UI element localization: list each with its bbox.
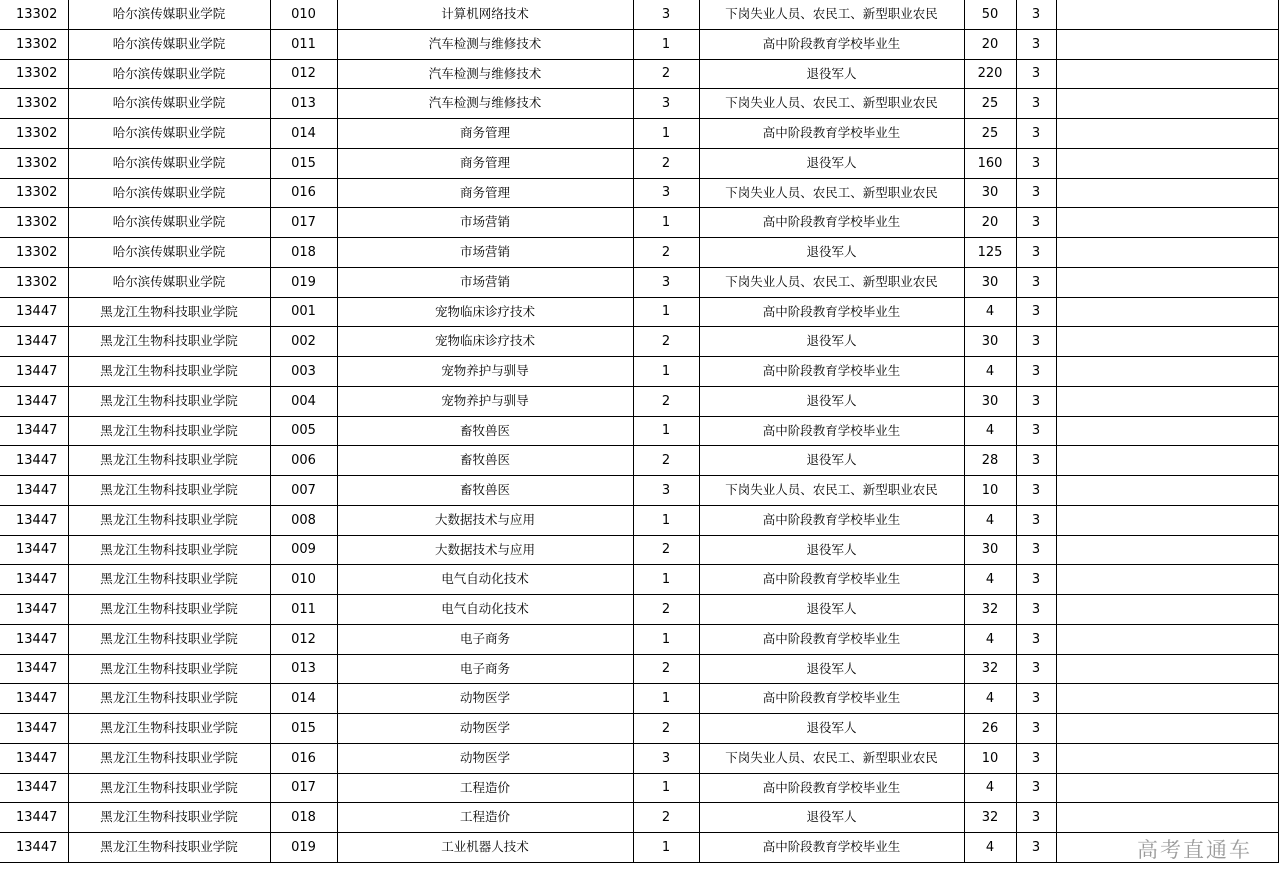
plan-count-cell: 4: [964, 833, 1016, 863]
school-name-cell: 哈尔滨传媒职业学院: [68, 208, 270, 238]
major-code-cell: 010: [270, 565, 337, 595]
enroll-target-cell: 下岗失业人员、农民工、新型职业农民: [699, 89, 964, 119]
duration-cell: 3: [1016, 416, 1056, 446]
duration-cell: 3: [1016, 89, 1056, 119]
category-cell: 1: [633, 119, 699, 149]
major-code-cell: 005: [270, 416, 337, 446]
major-name-cell: 工程造价: [337, 803, 633, 833]
school-code-cell: 13447: [0, 476, 68, 506]
plan-count-cell: 30: [964, 327, 1016, 357]
table-row: [0, 267, 1278, 297]
enroll-target-cell: 高中阶段教育学校毕业生: [699, 29, 964, 59]
enroll-target-cell: 下岗失业人员、农民工、新型职业农民: [699, 267, 964, 297]
major-code-cell: 008: [270, 505, 337, 535]
school-code-cell: 13447: [0, 297, 68, 327]
major-code-cell: 018: [270, 803, 337, 833]
category-cell: 2: [633, 148, 699, 178]
remarks-cell: [1056, 59, 1278, 89]
plan-count-cell: 30: [964, 386, 1016, 416]
table-row: [0, 238, 1278, 268]
table-row: [0, 535, 1278, 565]
major-name-cell: 电子商务: [337, 624, 633, 654]
major-code-cell: 003: [270, 357, 337, 387]
school-code-cell: 13302: [0, 178, 68, 208]
duration-cell: 3: [1016, 476, 1056, 506]
category-cell: 1: [633, 29, 699, 59]
school-name-cell: 黑龙江生物科技职业学院: [68, 327, 270, 357]
category-cell: 1: [633, 773, 699, 803]
school-code-cell: 13302: [0, 238, 68, 268]
remarks-cell: [1056, 684, 1278, 714]
duration-cell: 3: [1016, 654, 1056, 684]
duration-cell: 3: [1016, 59, 1056, 89]
major-code-cell: 017: [270, 773, 337, 803]
major-code-cell: 007: [270, 476, 337, 506]
enroll-target-cell: 下岗失业人员、农民工、新型职业农民: [699, 178, 964, 208]
major-name-cell: 工业机器人技术: [337, 833, 633, 863]
table-row: [0, 446, 1278, 476]
enroll-target-cell: 退役军人: [699, 327, 964, 357]
school-code-cell: 13447: [0, 327, 68, 357]
school-name-cell: 黑龙江生物科技职业学院: [68, 386, 270, 416]
major-name-cell: 大数据技术与应用: [337, 505, 633, 535]
duration-cell: 3: [1016, 773, 1056, 803]
school-code-cell: 13447: [0, 386, 68, 416]
table-row: [0, 714, 1278, 744]
enroll-target-cell: 退役军人: [699, 535, 964, 565]
major-name-cell: 动物医学: [337, 743, 633, 773]
category-cell: 2: [633, 59, 699, 89]
remarks-cell: [1056, 297, 1278, 327]
table-row: [0, 773, 1278, 803]
plan-count-cell: 4: [964, 416, 1016, 446]
duration-cell: 3: [1016, 743, 1056, 773]
major-name-cell: 汽车检测与维修技术: [337, 89, 633, 119]
duration-cell: 3: [1016, 446, 1056, 476]
plan-count-cell: 25: [964, 119, 1016, 149]
category-cell: 3: [633, 89, 699, 119]
major-name-cell: 计算机网络技术: [337, 0, 633, 29]
school-code-cell: 13302: [0, 0, 68, 29]
remarks-cell: [1056, 565, 1278, 595]
school-code-cell: 13447: [0, 743, 68, 773]
enroll-target-cell: 退役军人: [699, 595, 964, 625]
category-cell: 2: [633, 446, 699, 476]
table-row: [0, 803, 1278, 833]
enroll-target-cell: 高中阶段教育学校毕业生: [699, 624, 964, 654]
plan-count-cell: 10: [964, 743, 1016, 773]
major-name-cell: 宠物养护与驯导: [337, 357, 633, 387]
duration-cell: 3: [1016, 327, 1056, 357]
school-name-cell: 黑龙江生物科技职业学院: [68, 505, 270, 535]
duration-cell: 3: [1016, 297, 1056, 327]
duration-cell: 3: [1016, 178, 1056, 208]
plan-count-cell: 10: [964, 476, 1016, 506]
duration-cell: 3: [1016, 833, 1056, 863]
school-code-cell: 13447: [0, 446, 68, 476]
school-name-cell: 黑龙江生物科技职业学院: [68, 595, 270, 625]
major-name-cell: 商务管理: [337, 148, 633, 178]
school-name-cell: 哈尔滨传媒职业学院: [68, 89, 270, 119]
remarks-cell: [1056, 89, 1278, 119]
plan-count-cell: 32: [964, 803, 1016, 833]
major-code-cell: 013: [270, 89, 337, 119]
school-name-cell: 黑龙江生物科技职业学院: [68, 476, 270, 506]
major-code-cell: 002: [270, 327, 337, 357]
school-name-cell: 黑龙江生物科技职业学院: [68, 684, 270, 714]
remarks-cell: [1056, 803, 1278, 833]
duration-cell: 3: [1016, 505, 1056, 535]
plan-count-cell: 4: [964, 297, 1016, 327]
plan-count-cell: 4: [964, 684, 1016, 714]
category-cell: 2: [633, 803, 699, 833]
enroll-target-cell: 下岗失业人员、农民工、新型职业农民: [699, 0, 964, 29]
duration-cell: 3: [1016, 386, 1056, 416]
major-code-cell: 011: [270, 29, 337, 59]
table-row: [0, 208, 1278, 238]
plan-count-cell: 125: [964, 238, 1016, 268]
school-name-cell: 哈尔滨传媒职业学院: [68, 119, 270, 149]
school-code-cell: 13302: [0, 29, 68, 59]
school-name-cell: 黑龙江生物科技职业学院: [68, 624, 270, 654]
table-row: [0, 624, 1278, 654]
school-name-cell: 哈尔滨传媒职业学院: [68, 238, 270, 268]
remarks-cell: [1056, 714, 1278, 744]
school-name-cell: 黑龙江生物科技职业学院: [68, 446, 270, 476]
duration-cell: 3: [1016, 267, 1056, 297]
duration-cell: 3: [1016, 148, 1056, 178]
major-name-cell: 工程造价: [337, 773, 633, 803]
category-cell: 1: [633, 684, 699, 714]
school-code-cell: 13447: [0, 684, 68, 714]
plan-count-cell: 32: [964, 595, 1016, 625]
plan-count-cell: 25: [964, 89, 1016, 119]
remarks-cell: [1056, 773, 1278, 803]
duration-cell: 3: [1016, 565, 1056, 595]
table-row: [0, 743, 1278, 773]
plan-count-cell: 4: [964, 565, 1016, 595]
enroll-target-cell: 高中阶段教育学校毕业生: [699, 297, 964, 327]
major-code-cell: 017: [270, 208, 337, 238]
duration-cell: 3: [1016, 357, 1056, 387]
table-row: [0, 654, 1278, 684]
duration-cell: 3: [1016, 119, 1056, 149]
school-code-cell: 13447: [0, 803, 68, 833]
school-name-cell: 黑龙江生物科技职业学院: [68, 714, 270, 744]
plan-count-cell: 4: [964, 624, 1016, 654]
enroll-target-cell: 退役军人: [699, 654, 964, 684]
school-name-cell: 黑龙江生物科技职业学院: [68, 357, 270, 387]
major-code-cell: 014: [270, 684, 337, 714]
major-code-cell: 016: [270, 178, 337, 208]
major-code-cell: 019: [270, 267, 337, 297]
remarks-cell: [1056, 148, 1278, 178]
school-code-cell: 13302: [0, 208, 68, 238]
plan-count-cell: 30: [964, 178, 1016, 208]
enroll-target-cell: 高中阶段教育学校毕业生: [699, 773, 964, 803]
plan-count-cell: 32: [964, 654, 1016, 684]
school-code-cell: 13447: [0, 714, 68, 744]
remarks-cell: [1056, 119, 1278, 149]
plan-count-cell: 220: [964, 59, 1016, 89]
category-cell: 2: [633, 238, 699, 268]
major-code-cell: 016: [270, 743, 337, 773]
duration-cell: 3: [1016, 624, 1056, 654]
major-code-cell: 004: [270, 386, 337, 416]
remarks-cell: [1056, 595, 1278, 625]
category-cell: 1: [633, 565, 699, 595]
category-cell: 1: [633, 833, 699, 863]
enroll-target-cell: 退役军人: [699, 148, 964, 178]
major-name-cell: 商务管理: [337, 119, 633, 149]
major-name-cell: 市场营销: [337, 238, 633, 268]
category-cell: 3: [633, 178, 699, 208]
category-cell: 1: [633, 297, 699, 327]
enroll-target-cell: 高中阶段教育学校毕业生: [699, 357, 964, 387]
enroll-target-cell: 高中阶段教育学校毕业生: [699, 565, 964, 595]
table-row: [0, 416, 1278, 446]
school-name-cell: 哈尔滨传媒职业学院: [68, 0, 270, 29]
category-cell: 2: [633, 654, 699, 684]
major-code-cell: 012: [270, 624, 337, 654]
plan-count-cell: 160: [964, 148, 1016, 178]
major-code-cell: 006: [270, 446, 337, 476]
category-cell: 3: [633, 476, 699, 506]
table-row: [0, 89, 1278, 119]
plan-count-cell: 4: [964, 357, 1016, 387]
school-code-cell: 13447: [0, 416, 68, 446]
major-name-cell: 大数据技术与应用: [337, 535, 633, 565]
category-cell: 1: [633, 357, 699, 387]
duration-cell: 3: [1016, 238, 1056, 268]
enroll-target-cell: 退役军人: [699, 238, 964, 268]
remarks-cell: [1056, 624, 1278, 654]
table-row: [0, 595, 1278, 625]
category-cell: 2: [633, 535, 699, 565]
major-name-cell: 畜牧兽医: [337, 416, 633, 446]
remarks-cell: [1056, 357, 1278, 387]
school-code-cell: 13447: [0, 773, 68, 803]
enroll-target-cell: 退役军人: [699, 803, 964, 833]
remarks-cell: [1056, 505, 1278, 535]
category-cell: 1: [633, 208, 699, 238]
major-code-cell: 019: [270, 833, 337, 863]
school-name-cell: 哈尔滨传媒职业学院: [68, 148, 270, 178]
category-cell: 1: [633, 416, 699, 446]
plan-count-cell: 30: [964, 535, 1016, 565]
school-code-cell: 13447: [0, 654, 68, 684]
table-row: [0, 29, 1278, 59]
school-code-cell: 13447: [0, 535, 68, 565]
major-name-cell: 宠物养护与驯导: [337, 386, 633, 416]
school-code-cell: 13447: [0, 565, 68, 595]
enroll-target-cell: 下岗失业人员、农民工、新型职业农民: [699, 476, 964, 506]
duration-cell: 3: [1016, 595, 1056, 625]
enroll-target-cell: 退役军人: [699, 386, 964, 416]
remarks-cell: [1056, 654, 1278, 684]
school-code-cell: 13302: [0, 89, 68, 119]
remarks-cell: [1056, 535, 1278, 565]
duration-cell: 3: [1016, 29, 1056, 59]
plan-count-cell: 4: [964, 505, 1016, 535]
remarks-cell: [1056, 267, 1278, 297]
major-name-cell: 电气自动化技术: [337, 595, 633, 625]
table-row: [0, 505, 1278, 535]
school-name-cell: 黑龙江生物科技职业学院: [68, 416, 270, 446]
school-name-cell: 哈尔滨传媒职业学院: [68, 59, 270, 89]
duration-cell: 3: [1016, 684, 1056, 714]
major-code-cell: 015: [270, 148, 337, 178]
school-name-cell: 黑龙江生物科技职业学院: [68, 743, 270, 773]
major-name-cell: 畜牧兽医: [337, 476, 633, 506]
enroll-target-cell: 高中阶段教育学校毕业生: [699, 833, 964, 863]
remarks-cell: [1056, 327, 1278, 357]
enroll-target-cell: 退役军人: [699, 714, 964, 744]
school-name-cell: 哈尔滨传媒职业学院: [68, 29, 270, 59]
major-code-cell: 009: [270, 535, 337, 565]
duration-cell: 3: [1016, 714, 1056, 744]
school-code-cell: 13302: [0, 148, 68, 178]
major-code-cell: 010: [270, 0, 337, 29]
major-name-cell: 市场营销: [337, 208, 633, 238]
school-code-cell: 13302: [0, 59, 68, 89]
table-row: [0, 476, 1278, 506]
table-row: [0, 357, 1278, 387]
enroll-target-cell: 退役军人: [699, 59, 964, 89]
major-name-cell: 动物医学: [337, 684, 633, 714]
remarks-cell: [1056, 178, 1278, 208]
remarks-cell: [1056, 0, 1278, 29]
major-name-cell: 电子商务: [337, 654, 633, 684]
remarks-cell: [1056, 238, 1278, 268]
school-code-cell: 13447: [0, 357, 68, 387]
remarks-cell: [1056, 208, 1278, 238]
school-code-cell: 13447: [0, 833, 68, 863]
enroll-target-cell: 高中阶段教育学校毕业生: [699, 505, 964, 535]
table-row: [0, 327, 1278, 357]
table-row: [0, 684, 1278, 714]
duration-cell: 3: [1016, 535, 1056, 565]
school-name-cell: 黑龙江生物科技职业学院: [68, 565, 270, 595]
category-cell: 2: [633, 327, 699, 357]
major-name-cell: 畜牧兽医: [337, 446, 633, 476]
table-row: [0, 565, 1278, 595]
major-name-cell: 汽车检测与维修技术: [337, 29, 633, 59]
major-name-cell: 商务管理: [337, 178, 633, 208]
school-code-cell: 13447: [0, 505, 68, 535]
enroll-target-cell: 高中阶段教育学校毕业生: [699, 119, 964, 149]
category-cell: 3: [633, 267, 699, 297]
major-code-cell: 018: [270, 238, 337, 268]
category-cell: 3: [633, 743, 699, 773]
enroll-target-cell: 高中阶段教育学校毕业生: [699, 208, 964, 238]
enroll-target-cell: 下岗失业人员、农民工、新型职业农民: [699, 743, 964, 773]
category-cell: 1: [633, 624, 699, 654]
major-code-cell: 001: [270, 297, 337, 327]
school-name-cell: 哈尔滨传媒职业学院: [68, 178, 270, 208]
table-row: [0, 386, 1278, 416]
duration-cell: 3: [1016, 0, 1056, 29]
enroll-target-cell: 高中阶段教育学校毕业生: [699, 416, 964, 446]
major-code-cell: 013: [270, 654, 337, 684]
remarks-cell: [1056, 743, 1278, 773]
school-code-cell: 13302: [0, 267, 68, 297]
remarks-cell: [1056, 416, 1278, 446]
remarks-cell: [1056, 29, 1278, 59]
table-row: [0, 178, 1278, 208]
major-name-cell: 宠物临床诊疗技术: [337, 327, 633, 357]
table-row: [0, 833, 1278, 863]
plan-count-cell: 20: [964, 29, 1016, 59]
category-cell: 2: [633, 595, 699, 625]
major-code-cell: 015: [270, 714, 337, 744]
enroll-target-cell: 高中阶段教育学校毕业生: [699, 684, 964, 714]
table-row: [0, 148, 1278, 178]
remarks-cell: [1056, 476, 1278, 506]
school-code-cell: 13447: [0, 624, 68, 654]
category-cell: 1: [633, 505, 699, 535]
category-cell: 2: [633, 714, 699, 744]
watermark-logo: 高考直通车: [1137, 838, 1252, 862]
major-name-cell: 动物医学: [337, 714, 633, 744]
duration-cell: 3: [1016, 208, 1056, 238]
school-name-cell: 黑龙江生物科技职业学院: [68, 535, 270, 565]
school-code-cell: 13302: [0, 119, 68, 149]
school-code-cell: 13447: [0, 595, 68, 625]
school-name-cell: 哈尔滨传媒职业学院: [68, 267, 270, 297]
major-name-cell: 市场营销: [337, 267, 633, 297]
major-name-cell: 汽车检测与维修技术: [337, 59, 633, 89]
plan-count-cell: 30: [964, 267, 1016, 297]
school-name-cell: 黑龙江生物科技职业学院: [68, 773, 270, 803]
major-code-cell: 011: [270, 595, 337, 625]
school-name-cell: 黑龙江生物科技职业学院: [68, 654, 270, 684]
enroll-target-cell: 退役军人: [699, 446, 964, 476]
table-row: [0, 297, 1278, 327]
major-name-cell: 宠物临床诊疗技术: [337, 297, 633, 327]
school-name-cell: 黑龙江生物科技职业学院: [68, 297, 270, 327]
table-row: [0, 119, 1278, 149]
school-name-cell: 黑龙江生物科技职业学院: [68, 803, 270, 833]
plan-count-cell: 50: [964, 0, 1016, 29]
major-name-cell: 电气自动化技术: [337, 565, 633, 595]
major-code-cell: 014: [270, 119, 337, 149]
table-row: [0, 0, 1278, 29]
remarks-cell: [1056, 386, 1278, 416]
plan-count-cell: 26: [964, 714, 1016, 744]
category-cell: 3: [633, 0, 699, 29]
plan-count-cell: 4: [964, 773, 1016, 803]
major-code-cell: 012: [270, 59, 337, 89]
plan-count-cell: 28: [964, 446, 1016, 476]
category-cell: 2: [633, 386, 699, 416]
duration-cell: 3: [1016, 803, 1056, 833]
remarks-cell: [1056, 446, 1278, 476]
table-row: [0, 59, 1278, 89]
plan-count-cell: 20: [964, 208, 1016, 238]
school-name-cell: 黑龙江生物科技职业学院: [68, 833, 270, 863]
